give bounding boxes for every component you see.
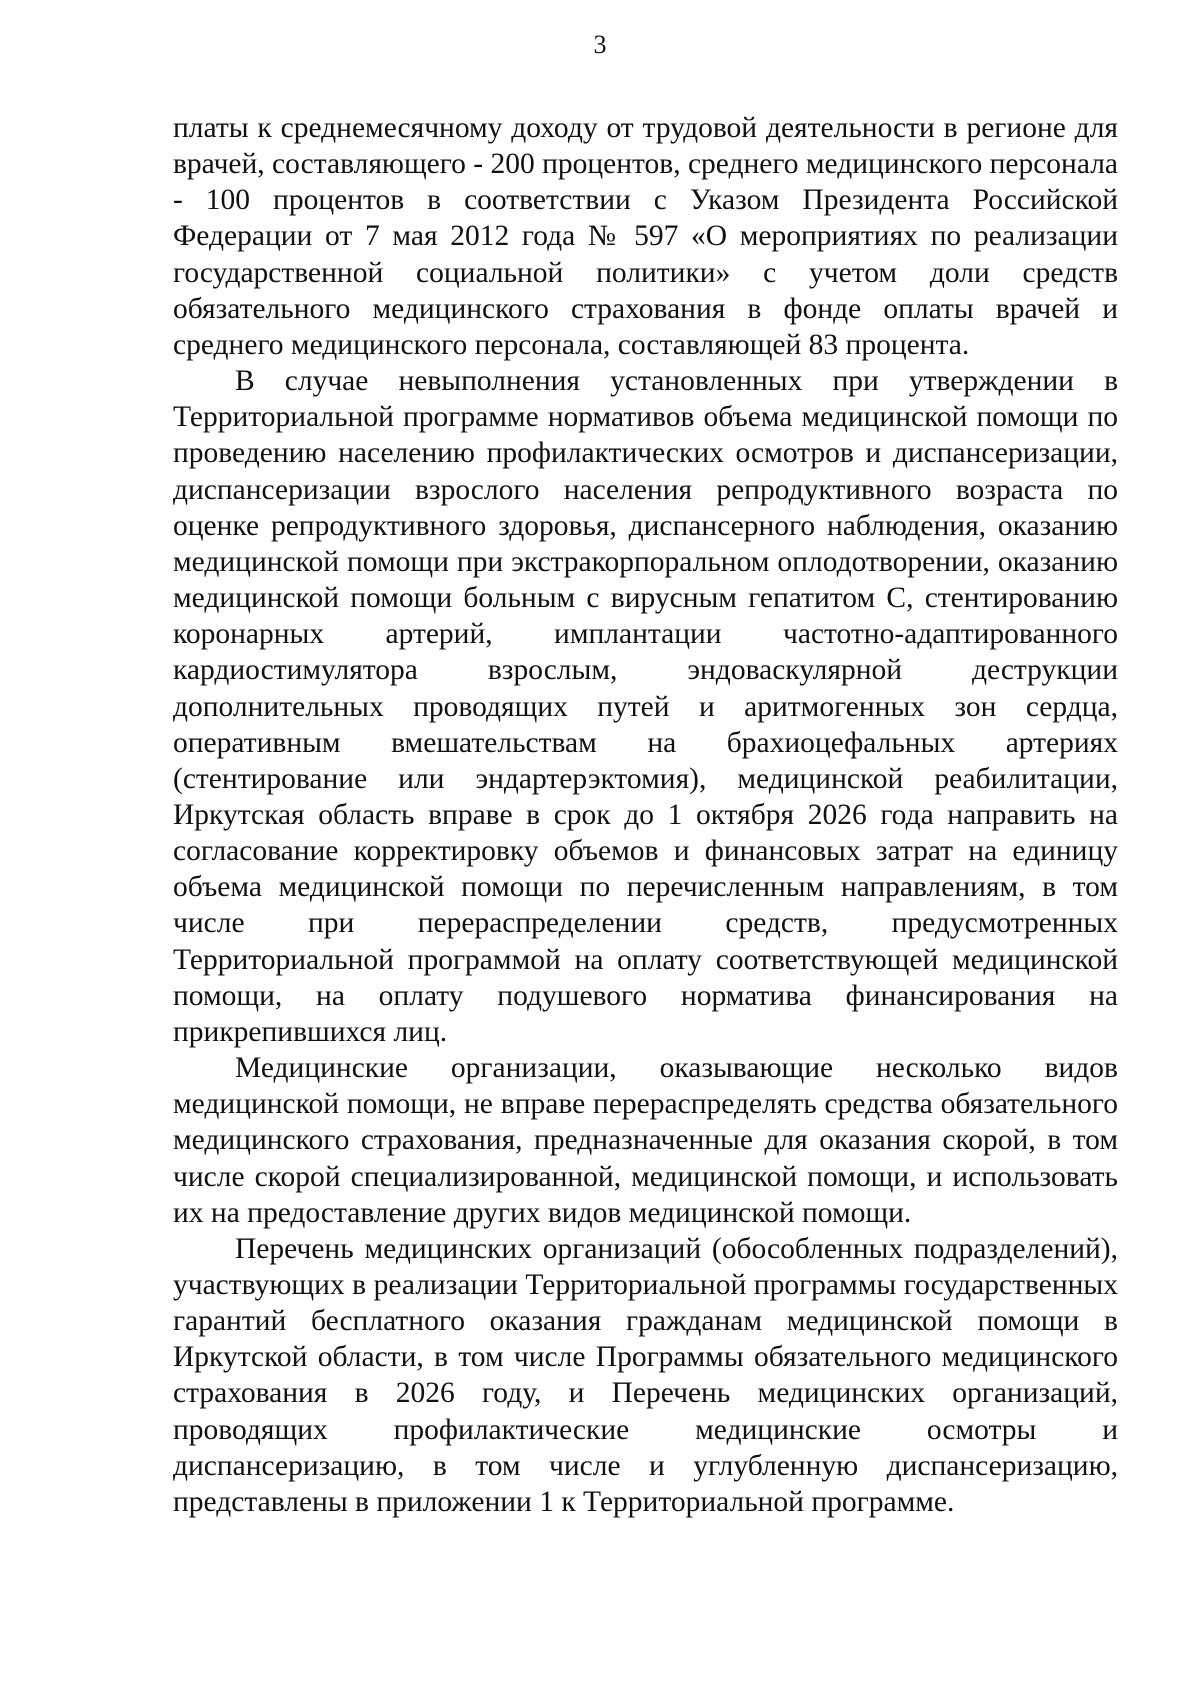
paragraph-emergency-funds: Медицинские организации, оказывающие несколько видов медицинской помощи, не вправе перераспределять средства обязательного медицинского страхования, предназначенные для оказания скорой, в том числе скорой специализированной, медицинской помощи, и использовать их на предоставление других видов медицинской помощи. — [173, 1052, 1118, 1229]
paragraph-salary-ratio: платы к среднемесячному доходу от трудовой деятельности в регионе для врачей, составляющего - 200 процентов, среднего медицинского персонала - 100 процентов в соответствии с Указом Президента Российской Федерации от 7 мая 2012 года № 597 «О мероприятиях по реализации государственной социальной политики» с учетом доли средств обязательного медицинского страхования в фонде оплаты врачей и среднего медицинского персонала, составляющей 83 процента. — [173, 112, 1119, 361]
page-number: 3 — [593, 30, 607, 59]
paragraph-volume-adjustment: В случае невыполнения установленных при утверждении в Территориальной программе нормативов объема медицинской помощи по проведению населению профилактических осмотров и диспансеризации, диспансеризации взрослого населения репродуктивного возраста по оценке репродуктивного здоровья, диспансерного наблюдения, оказанию медицинской помощи при экстракорпоральном оплодотворении, оказанию медицинской помощи больным с вирусным гепатитом С, стентированию коронарных артерий, имплантации частотно-адаптированного кардиостимулятора взрослым, эндоваскулярной деструкции дополнительных проводящих путей и аритмогенных зон сердца, оперативным вмешательствам на брахиоцефальных артериях (стентирование или эндартерэктомия), медицинской реабилитации, Иркутская область вправе в срок до 1 октября 2026 года направить на согласование корректировку объемов и финансовых затрат на единицу объема медицинской помощи по перечисленным направлениям, в том числе при перераспределении средств, предусмотренных Территориальной программой на оплату соответствующей медицинской помощи, на оплату подушевого норматива финансирования на прикрепившихся лиц. — [173, 365, 1118, 1048]
document-body — [173, 110, 1118, 1520]
paragraph-organizations-list: Перечень медицинских организаций (обособленных подразделений), участвующих в реализации Территориальной программы государственных гарантий бесплатного оказания гражданам медицинской помощи в Иркутской области, в том числе Программы обязательного медицинского страхования в 2026 году, и Перечень медицинских организаций, проводящих профилактические медицинские осмотры и диспансеризацию, в том числе и углубленную диспансеризацию, представлены в приложении 1 к Территориальной программе. — [173, 1232, 1118, 1518]
